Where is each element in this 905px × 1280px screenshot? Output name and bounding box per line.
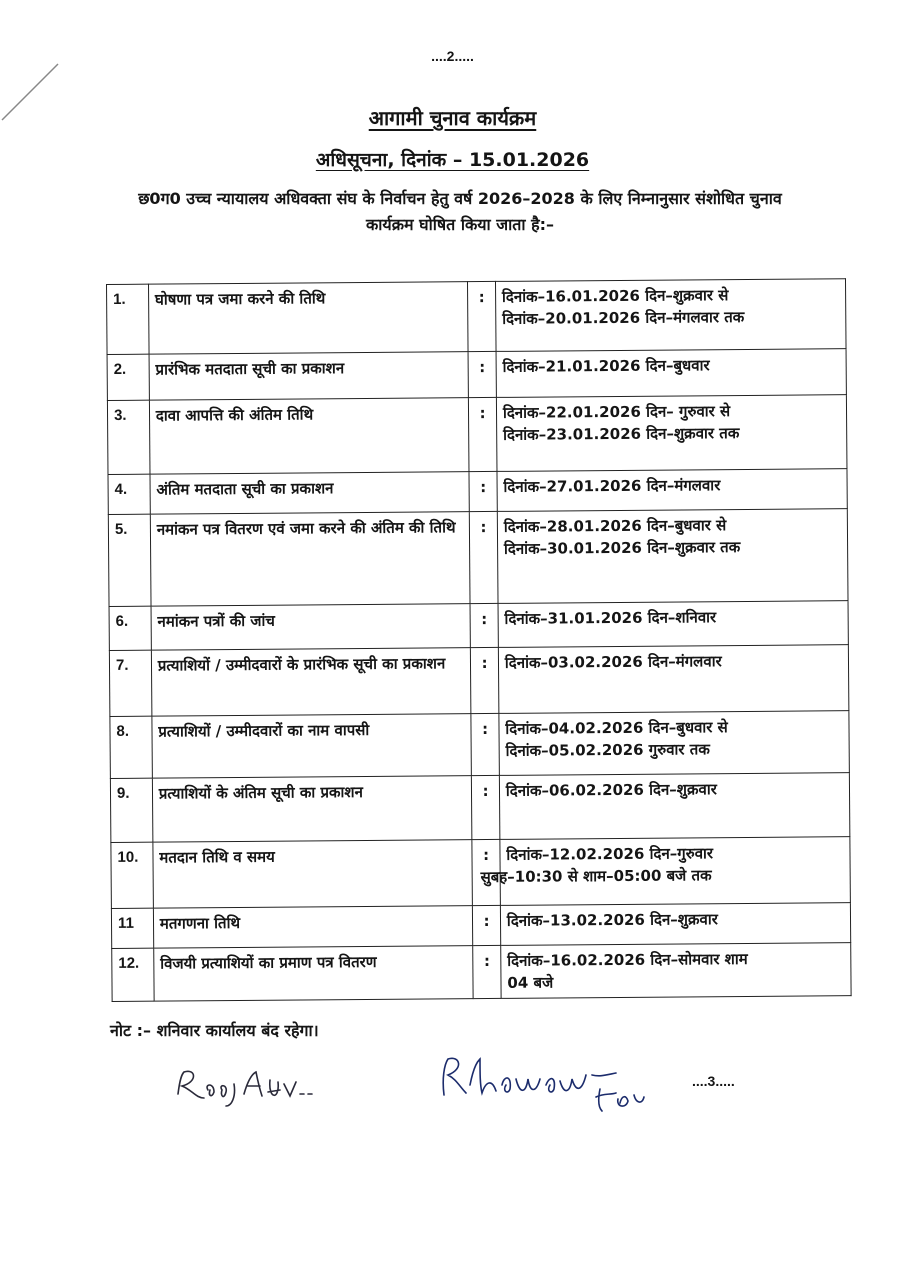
schedule-row — [112, 943, 851, 1002]
date-line-2: 04 बजे — [507, 973, 554, 992]
next-page-marker: ....3..... — [692, 1073, 735, 1089]
date-line-1: दिनांक–31.01.2026 दिन–शनिवार — [504, 608, 717, 628]
date-cell — [498, 645, 849, 714]
date-cell — [498, 601, 848, 648]
event-cell — [150, 512, 470, 607]
office-closed-note: नोट :– शनिवार कार्यालय बंद रहेगा। — [110, 1021, 319, 1040]
intro-paragraph: छ0ग0 उच्च न्यायालय अधिवक्ता संघ के निर्वाचन हेतु वर्ष 2026–2028 के लिए निम्नानुसार संशोधित चुनाव कार्यक्रम घोषित किया जाता है:– — [138, 189, 782, 234]
schedule-row — [110, 711, 849, 779]
date-line-1: दिनांक–13.02.2026 दिन–शुक्रवार — [506, 910, 718, 930]
event-label: प्रारंभिक मतदाता सूची का प्रकाशन — [155, 359, 345, 379]
colon-separator: : — [473, 945, 501, 998]
schedule-row — [109, 645, 848, 717]
date-line-1: दिनांक–22.01.2026 दिन– गुरुवार से — [502, 402, 731, 422]
event-label: मतदान तिथि व समय — [159, 847, 275, 867]
schedule-row — [110, 773, 849, 843]
schedule-row — [111, 837, 850, 909]
document-title — [0, 104, 905, 131]
date-line-2: दिनांक–20.01.2026 दिन–मंगलवार तक — [502, 307, 745, 328]
event-cell — [153, 906, 473, 949]
date-cell — [501, 943, 852, 999]
date-line-1: दिनांक–12.02.2026 दिन–गुरुवार — [506, 844, 714, 864]
schedule-row — [111, 903, 850, 949]
event-cell — [152, 714, 472, 779]
schedule-row — [109, 601, 848, 651]
event-label: प्रत्याशियों के अंतिम सूची का प्रकाशन — [158, 782, 363, 803]
schedule-row — [107, 279, 847, 355]
date-line-1: दिनांक–06.02.2026 दिन–शुक्रवार — [505, 780, 717, 800]
date-cell — [496, 349, 846, 398]
event-label: दावा आपत्ति की अंतिम तिथि — [155, 405, 314, 425]
row-number: 9. — [110, 778, 152, 842]
date-line-1: दिनांक–21.01.2026 दिन–बुधवार — [502, 356, 710, 376]
schedule-body — [107, 279, 852, 1002]
date-cell — [480, 837, 851, 906]
date-line-2: दिनांक–30.01.2026 दिन–शुक्रवार तक — [503, 538, 741, 558]
date-line-1: दिनांक–16.01.2026 दिन–शुक्रवार से — [501, 286, 729, 306]
row-number: 7. — [109, 650, 151, 716]
notification-date-text: अधिसूचना, दिनांक – 15.01.2026 — [315, 149, 590, 171]
schedule-row — [108, 509, 848, 607]
event-cell — [149, 398, 469, 475]
colon-separator: : — [470, 603, 498, 647]
page-number: ....2..... — [431, 48, 474, 64]
date-line-1: दिनांक–28.01.2026 दिन–बुधवार से — [503, 516, 727, 536]
event-cell — [152, 776, 472, 843]
event-cell — [153, 840, 473, 909]
colon-separator: : — [470, 511, 498, 603]
date-cell — [495, 279, 846, 352]
row-number: 3. — [107, 400, 149, 474]
row-number: 8. — [110, 716, 152, 778]
row-number: 2. — [107, 354, 149, 400]
schedule-row — [107, 395, 847, 475]
colon-separator: : — [472, 775, 500, 839]
date-cell — [497, 509, 848, 604]
event-label: नमांकन पत्र वितरण एवं जमा करने की अंतिम की तिथि — [156, 518, 456, 539]
colon-separator: : — [473, 905, 501, 945]
event-cell — [150, 472, 470, 515]
row-number: 1. — [107, 284, 149, 354]
date-line-2: दिनांक–23.01.2026 दिन–शुक्रवार तक — [503, 424, 740, 444]
date-cell — [500, 903, 850, 946]
event-label: प्रत्याशियों / उम्मीदवारों का नाम वापसी — [158, 720, 370, 741]
date-cell — [499, 773, 850, 840]
date-line-2: दिनांक–05.02.2026 गुरुवार तक — [505, 740, 710, 760]
signature-second — [430, 1045, 660, 1125]
date-line-1: दिनांक–04.02.2026 दिन–बुधवार से — [505, 718, 728, 738]
colon-separator: : — [471, 647, 499, 713]
row-number: 10. — [111, 842, 153, 908]
date-line-2: सुबह–10:30 से शाम–05:00 बजे तक — [480, 866, 712, 887]
colon-separator: : — [472, 839, 500, 905]
date-line-1: दिनांक–03.02.2026 दिन–मंगलवार — [504, 652, 722, 672]
schedule-row — [107, 349, 846, 401]
document-title-text: आगामी चुनाव कार्यक्रम — [368, 106, 537, 130]
row-number: 11 — [111, 908, 153, 948]
schedule-row — [108, 469, 847, 515]
colon-separator: : — [469, 397, 497, 471]
row-number: 6. — [109, 606, 151, 650]
date-cell — [496, 395, 847, 472]
event-label: घोषणा पत्र जमा करने की तिथि — [154, 289, 326, 309]
notification-date — [0, 146, 905, 172]
event-label: प्रत्याशियों / उम्मीदवारों के प्रारंभिक सूची का प्रकाशन — [157, 654, 446, 675]
colon-separator: : — [469, 471, 497, 511]
colon-separator: : — [468, 281, 496, 351]
event-cell — [151, 648, 471, 717]
event-cell — [151, 604, 471, 651]
row-number: 4. — [108, 474, 150, 514]
row-number: 12. — [112, 948, 154, 1001]
date-cell — [499, 711, 850, 776]
date-cell — [497, 469, 847, 512]
event-label: अंतिम मतदाता सूची का प्रकाशन — [156, 479, 334, 499]
date-line-1: दिनांक–27.01.2026 दिन–मंगलवार — [503, 476, 721, 496]
event-cell — [149, 352, 469, 401]
signature-first — [170, 1060, 320, 1110]
date-line-1: दिनांक–16.02.2026 दिन–सोमवार शाम — [507, 949, 748, 970]
event-label: नमांकन पत्रों की जांच — [157, 611, 275, 631]
colon-separator: : — [468, 351, 496, 397]
event-label: विजयी प्रत्याशियों का प्रमाण पत्र वितरण — [160, 952, 377, 973]
row-number: 5. — [108, 514, 151, 606]
event-cell — [148, 282, 468, 355]
election-schedule-table — [106, 278, 852, 1002]
event-label: मतगणना तिथि — [159, 913, 241, 933]
colon-separator: : — [471, 713, 499, 775]
event-cell — [154, 946, 474, 1002]
